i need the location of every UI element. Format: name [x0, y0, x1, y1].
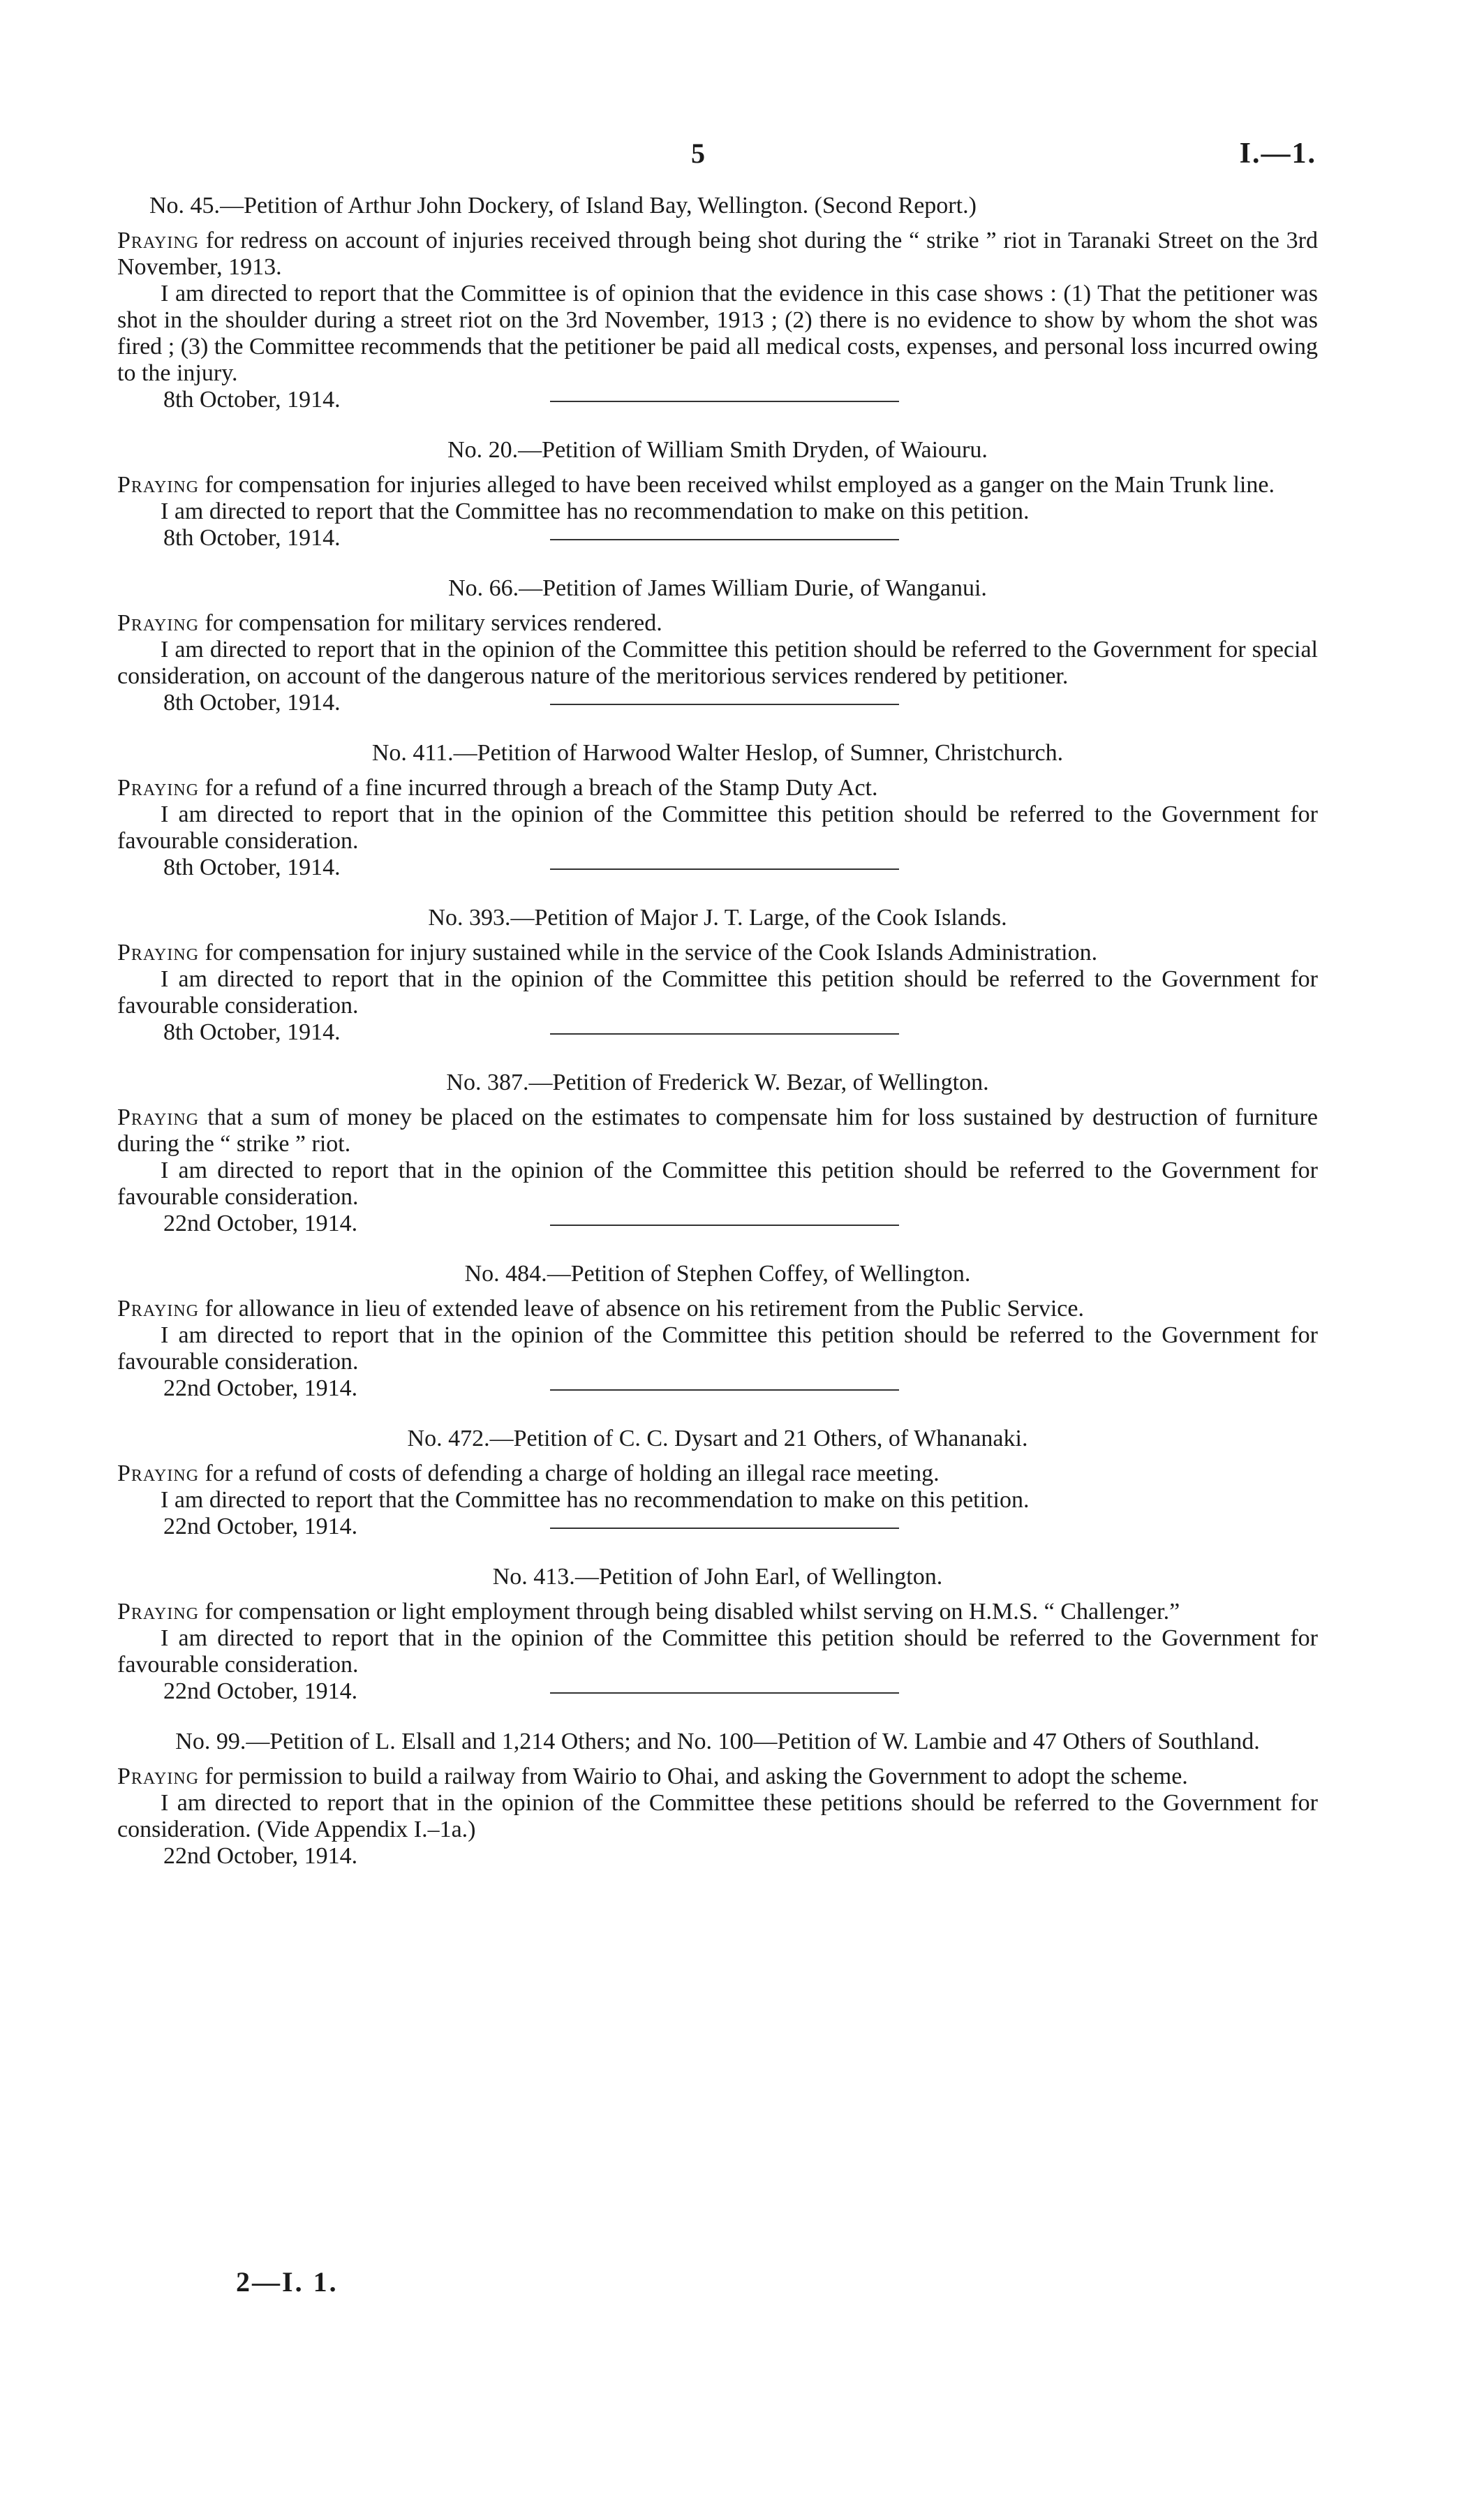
petition-number: No. 66. — [448, 575, 519, 601]
committee-report: I am directed to report that in the opinion of the Committee this petition should be referred to the Government for favourable consideration. — [117, 1322, 1318, 1375]
petition-entry — [117, 1426, 1318, 1540]
petition-entry — [117, 437, 1318, 552]
section-divider — [550, 1389, 899, 1391]
report-date-line — [117, 387, 1318, 413]
praying-text: for a refund of a fine incurred through a breach of the Stamp Duty Act. — [199, 775, 878, 801]
petition-prayer — [117, 1599, 1318, 1625]
petition-title-text: —Petition of James William Durie, of Wanganui. — [519, 575, 987, 601]
petition-number: No. 99. — [175, 1729, 246, 1754]
petition-title-text: —Petition of Harwood Walter Heslop, of Sumner, Christchurch. — [453, 740, 1064, 766]
section-divider — [550, 868, 899, 870]
praying-word: Praying — [117, 1104, 200, 1130]
petition-number: No. 472. — [407, 1426, 490, 1451]
petition-entry — [117, 740, 1318, 881]
petition-number: No. 411. — [371, 740, 454, 766]
report-date-line — [117, 1678, 1318, 1705]
petition-title — [117, 1564, 1318, 1590]
petition-entry — [117, 575, 1318, 716]
praying-word: Praying — [117, 228, 200, 253]
praying-word: Praying — [117, 1599, 200, 1625]
section-divider — [550, 1692, 899, 1694]
section-divider — [550, 401, 899, 402]
page-reference: I.—1. — [1239, 138, 1316, 170]
petition-prayer — [117, 940, 1318, 966]
praying-text: for compensation for military services rendered. — [199, 610, 662, 636]
petition-title-text: —Petition of Stephen Coffey, of Wellington. — [547, 1261, 971, 1287]
report-date-line — [117, 1843, 1318, 1870]
petition-number: No. 45. — [149, 193, 221, 219]
report-date-line — [117, 855, 1318, 881]
petition-entry — [117, 193, 1318, 413]
report-date: 8th October, 1914. — [163, 387, 341, 413]
section-divider — [550, 539, 899, 540]
praying-word: Praying — [117, 775, 200, 801]
report-date: 8th October, 1914. — [163, 855, 341, 880]
report-date-line — [117, 690, 1318, 716]
petition-entry — [117, 1070, 1318, 1237]
petition-title — [117, 1426, 1318, 1452]
praying-word: Praying — [117, 1460, 200, 1486]
praying-word: Praying — [117, 1763, 200, 1789]
section-divider — [550, 1033, 899, 1035]
printer-signature: 2—I. 1. — [236, 2266, 339, 2298]
committee-report: I am directed to report that in the opinion of the Committee this petition should be referred to the Government for favourable consideration. — [117, 1158, 1318, 1210]
page-number: 5 — [691, 138, 705, 169]
report-date-line — [117, 1375, 1318, 1402]
petition-title — [117, 1729, 1318, 1755]
petition-prayer — [117, 228, 1318, 281]
report-date: 8th October, 1914. — [163, 525, 341, 551]
report-date: 22nd October, 1914. — [163, 1678, 358, 1704]
report-date: 22nd October, 1914. — [163, 1843, 358, 1869]
petition-entry — [117, 905, 1318, 1046]
petition-title-text: —Petition of Frederick W. Bezar, of Wellington. — [528, 1070, 989, 1095]
committee-report: I am directed to report that in the opinion of the Committee this petition should be referred to the Government for favourable consideration. — [117, 966, 1318, 1019]
report-date: 22nd October, 1914. — [163, 1211, 358, 1236]
section-divider — [550, 704, 899, 705]
petition-prayer — [117, 610, 1318, 637]
report-date: 8th October, 1914. — [163, 1019, 341, 1045]
petition-number: No. 413. — [492, 1564, 575, 1590]
committee-report: I am directed to report that in the opinion of the Committee this petition should be referred to the Government for favourable consideration. — [117, 1625, 1318, 1678]
petition-title — [117, 575, 1318, 602]
report-date-line — [117, 1019, 1318, 1046]
petition-title-text: —Petition of Arthur John Dockery, of Island Bay, Wellington. (Second Report.) — [220, 193, 977, 219]
praying-word: Praying — [117, 610, 200, 636]
praying-text: for allowance in lieu of extended leave of absence on his retirement from the Public Service. — [199, 1296, 1084, 1322]
praying-word: Praying — [117, 940, 200, 966]
praying-text: for permission to build a railway from Wairio to Ohai, and asking the Government to adopt the scheme. — [199, 1763, 1188, 1789]
petitions-list — [117, 193, 1318, 1882]
committee-report: I am directed to report that in the opinion of the Committee these petitions should be referred to the Government for consideration. (Vide Appendix I.–1a.) — [117, 1790, 1318, 1842]
committee-report: I am directed to report that the Committee has no recommendation to make on this petition. — [161, 1487, 1030, 1513]
section-divider — [550, 1528, 899, 1529]
petition-prayer — [117, 775, 1318, 801]
petition-title-text: —Petition of William Smith Dryden, of Waiouru. — [518, 437, 988, 463]
praying-word: Praying — [117, 472, 200, 498]
committee-report: I am directed to report that the Committee is of opinion that the evidence in this case shows : (1) That the petitioner was shot in the shoulder during a street riot on the 3rd November, 1913 ; (2) there is no evidence to show by whom the shot was fired ; (3) the Committee recommends that the petitioner be paid all medical costs, expenses, and personal loss incurred owing to the injury. — [117, 281, 1318, 386]
petition-entry — [117, 1564, 1318, 1705]
report-date-line — [117, 1211, 1318, 1237]
page-header — [0, 137, 1484, 179]
report-date: 8th October, 1914. — [163, 690, 341, 716]
petition-number: No. 393. — [428, 905, 511, 931]
petition-number: No. 484. — [464, 1261, 547, 1287]
petition-entry — [117, 1261, 1318, 1402]
petition-title-text: —Petition of John Earl, of Wellington. — [574, 1564, 943, 1590]
committee-report: I am directed to report that the Committee has no recommendation to make on this petition. — [161, 498, 1030, 524]
petition-title — [117, 740, 1318, 767]
praying-text: for compensation for injury sustained while in the service of the Cook Islands Administration. — [199, 940, 1098, 966]
petition-title — [117, 437, 1318, 464]
petition-title — [117, 1261, 1318, 1287]
petition-number: No. 20. — [447, 437, 519, 463]
petition-prayer — [117, 1296, 1318, 1322]
petition-title — [117, 193, 1318, 219]
praying-text: for compensation for injuries alleged to have been received whilst employed as a ganger on the Main Trunk line. — [199, 472, 1275, 498]
praying-text: for redress on account of injuries received through being shot during the “ strike ” riot in Taranaki Street on the 3rd November, 1913. — [117, 228, 1318, 280]
petition-prayer — [117, 472, 1318, 498]
praying-text: for a refund of costs of defending a charge of holding an illegal race meeting. — [199, 1460, 940, 1486]
report-date-line — [117, 525, 1318, 552]
petition-prayer — [117, 1763, 1318, 1790]
report-date: 22nd October, 1914. — [163, 1514, 358, 1539]
section-divider — [550, 1225, 899, 1226]
praying-text: that a sum of money be placed on the estimates to compensate him for loss sustained by destruction of furniture during the “ strike ” riot. — [117, 1104, 1318, 1157]
petition-prayer — [117, 1104, 1318, 1158]
petition-title-text: —Petition of L. Elsall and 1,214 Others; and No. 100—Petition of W. Lambie and 47 Others of Southland. — [246, 1729, 1260, 1754]
petition-title-text: —Petition of C. C. Dysart and 21 Others, of Whananaki. — [489, 1426, 1028, 1451]
praying-text: for compensation or light employment through being disabled whilst serving on H.M.S. “ Challenger.” — [199, 1599, 1180, 1625]
petition-entry — [117, 1729, 1318, 1870]
committee-report: I am directed to report that in the opinion of the Committee this petition should be referred to the Government for favourable consideration. — [117, 801, 1318, 854]
petition-number: No. 387. — [446, 1070, 529, 1095]
committee-report: I am directed to report that in the opinion of the Committee this petition should be referred to the Government for special consideration, on account of the dangerous nature of the meritorious services rendered by petitioner. — [117, 637, 1318, 689]
report-date: 22nd October, 1914. — [163, 1375, 358, 1401]
petition-title-text: —Petition of Major J. T. Large, of the Cook Islands. — [510, 905, 1007, 931]
petition-title — [117, 1070, 1318, 1096]
petition-prayer — [117, 1460, 1318, 1487]
praying-word: Praying — [117, 1296, 200, 1322]
report-date-line — [117, 1514, 1318, 1540]
petition-title — [117, 905, 1318, 931]
